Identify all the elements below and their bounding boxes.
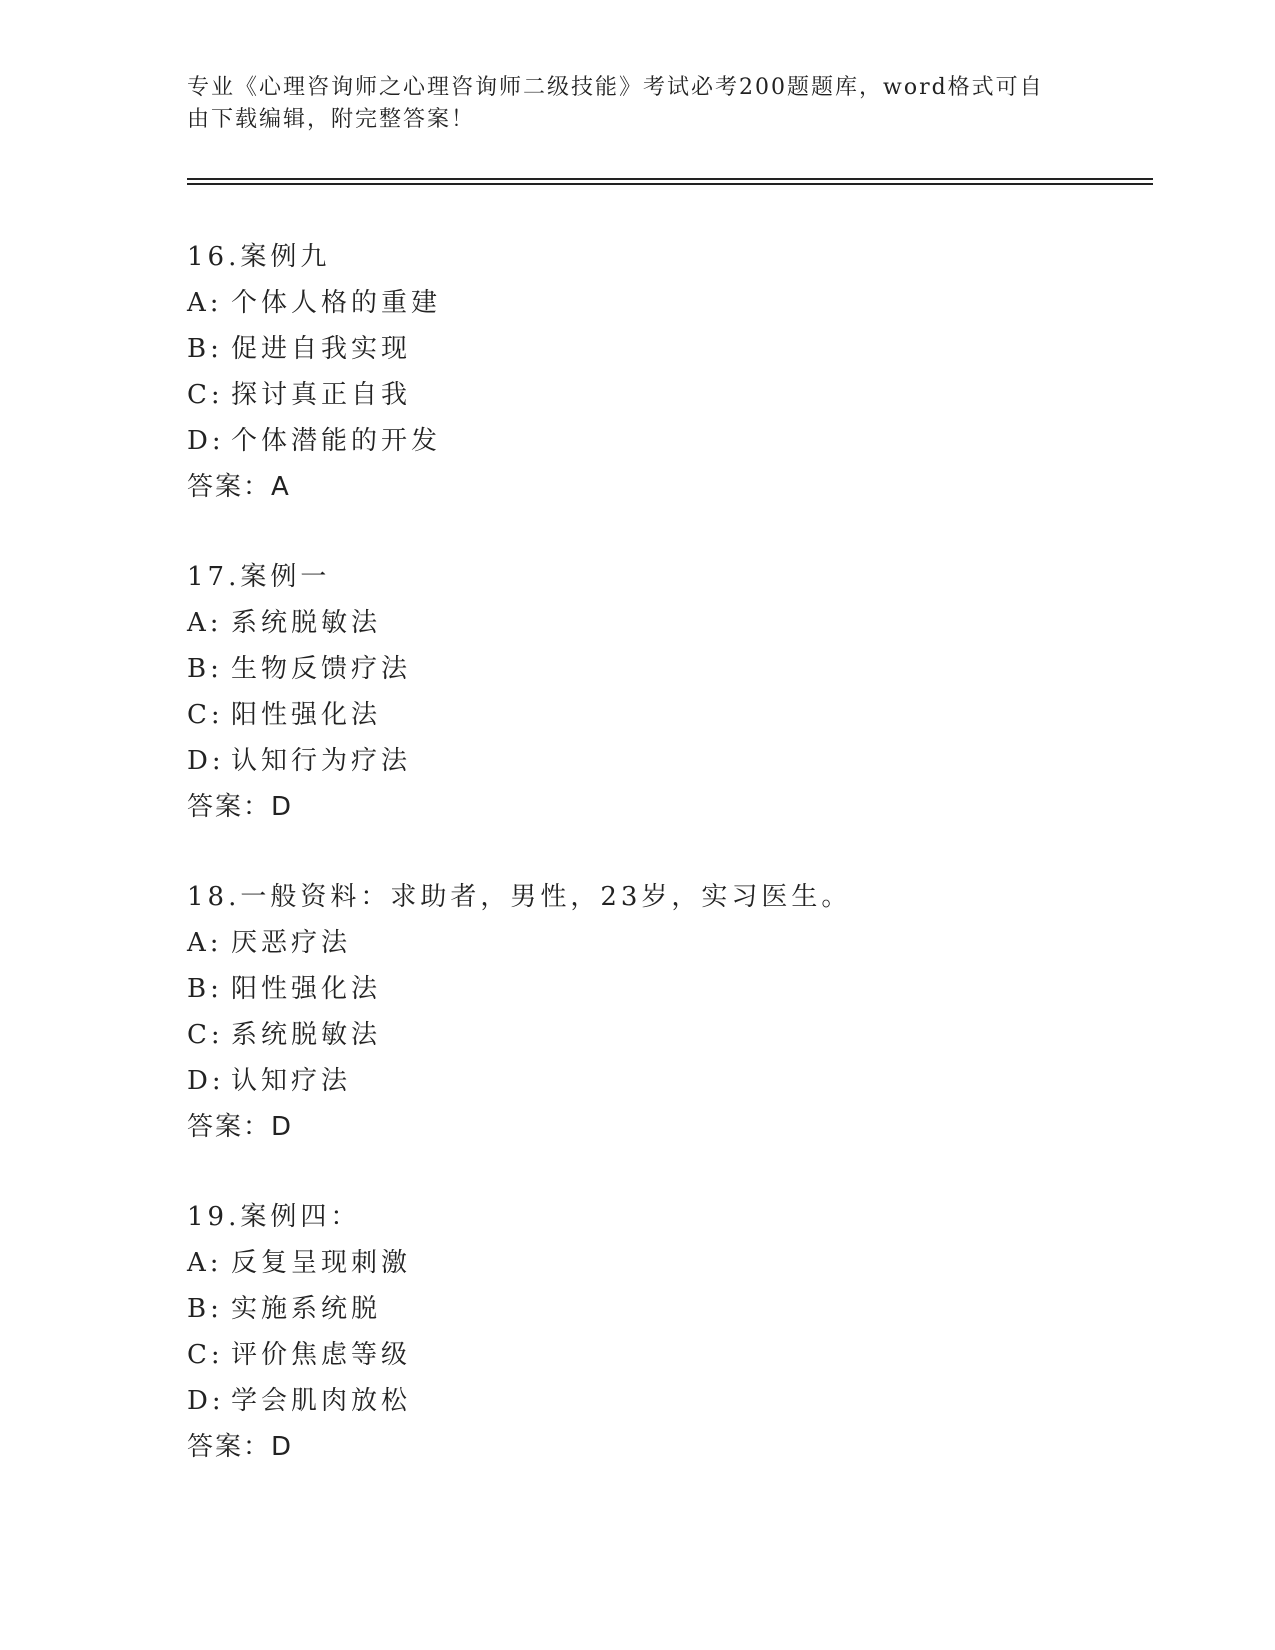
- option-label: A:: [187, 288, 223, 318]
- option-b: [187, 1286, 1087, 1332]
- option-text: 实施系统脱: [231, 1294, 382, 1324]
- option-text: 个体潜能的开发: [231, 426, 442, 456]
- option-a: [187, 280, 1087, 326]
- option-b: [187, 646, 1087, 692]
- option-label: B:: [187, 974, 223, 1004]
- option-b: [187, 326, 1087, 372]
- option-b: [187, 966, 1087, 1012]
- option-c: [187, 1012, 1087, 1058]
- question-18: [187, 874, 1087, 1150]
- option-label: A:: [187, 1248, 223, 1278]
- question-stem: 17.案例一: [187, 562, 331, 592]
- page-header: 专业《心理咨询师之心理咨询师二级技能》考试必考200题题库，word格式可自由下载编辑，附完整答案！: [187, 75, 1044, 132]
- option-text: 认知疗法: [231, 1066, 352, 1096]
- option-label: B:: [187, 654, 223, 684]
- option-text: 反复呈现刺激: [231, 1248, 412, 1278]
- option-label: A:: [187, 608, 223, 638]
- option-d: [187, 1058, 1087, 1104]
- answer: 答案：A: [187, 472, 291, 502]
- option-text: 阳性强化法: [231, 974, 382, 1004]
- option-c: [187, 372, 1087, 418]
- option-label: B:: [187, 1294, 223, 1324]
- option-label: D:: [187, 746, 225, 776]
- option-c: [187, 692, 1087, 738]
- option-text: 生物反馈疗法: [231, 654, 412, 684]
- option-text: 学会肌肉放松: [231, 1386, 412, 1416]
- option-text: 系统脱敏法: [231, 608, 382, 638]
- option-label: B:: [187, 334, 223, 364]
- option-a: [187, 1240, 1087, 1286]
- question-stem: 19.案例四：: [187, 1202, 361, 1232]
- option-text: 探讨真正自我: [231, 380, 412, 410]
- option-label: C:: [187, 1340, 224, 1370]
- option-d: [187, 418, 1087, 464]
- option-a: [187, 920, 1087, 966]
- answer: 答案：D: [187, 1112, 294, 1142]
- answer: 答案：D: [187, 792, 294, 822]
- option-label: D:: [187, 1066, 225, 1096]
- option-label: A:: [187, 928, 223, 958]
- question-stem: 16.案例九: [187, 242, 331, 272]
- option-d: [187, 1378, 1087, 1424]
- option-label: C:: [187, 700, 224, 730]
- option-text: 系统脱敏法: [231, 1020, 382, 1050]
- option-text: 认知行为疗法: [231, 746, 412, 776]
- option-c: [187, 1332, 1087, 1378]
- option-label: C:: [187, 380, 224, 410]
- option-text: 评价焦虑等级: [231, 1340, 412, 1370]
- option-text: 个体人格的重建: [231, 288, 442, 318]
- option-text: 厌恶疗法: [231, 928, 352, 958]
- option-label: C:: [187, 1020, 224, 1050]
- option-text: 促进自我实现: [231, 334, 412, 364]
- question-19: [187, 1194, 1087, 1470]
- option-label: D:: [187, 1386, 225, 1416]
- option-label: D:: [187, 426, 225, 456]
- option-d: [187, 738, 1087, 784]
- answer: 答案：D: [187, 1432, 294, 1462]
- option-text: 阳性强化法: [231, 700, 382, 730]
- question-stem: 18.一般资料：求助者，男性，23岁，实习医生。: [187, 882, 852, 912]
- option-a: [187, 600, 1087, 646]
- header-divider-top: [187, 178, 1153, 180]
- question-16: [187, 234, 1087, 510]
- header-divider-bottom: [187, 183, 1153, 185]
- question-17: [187, 554, 1087, 830]
